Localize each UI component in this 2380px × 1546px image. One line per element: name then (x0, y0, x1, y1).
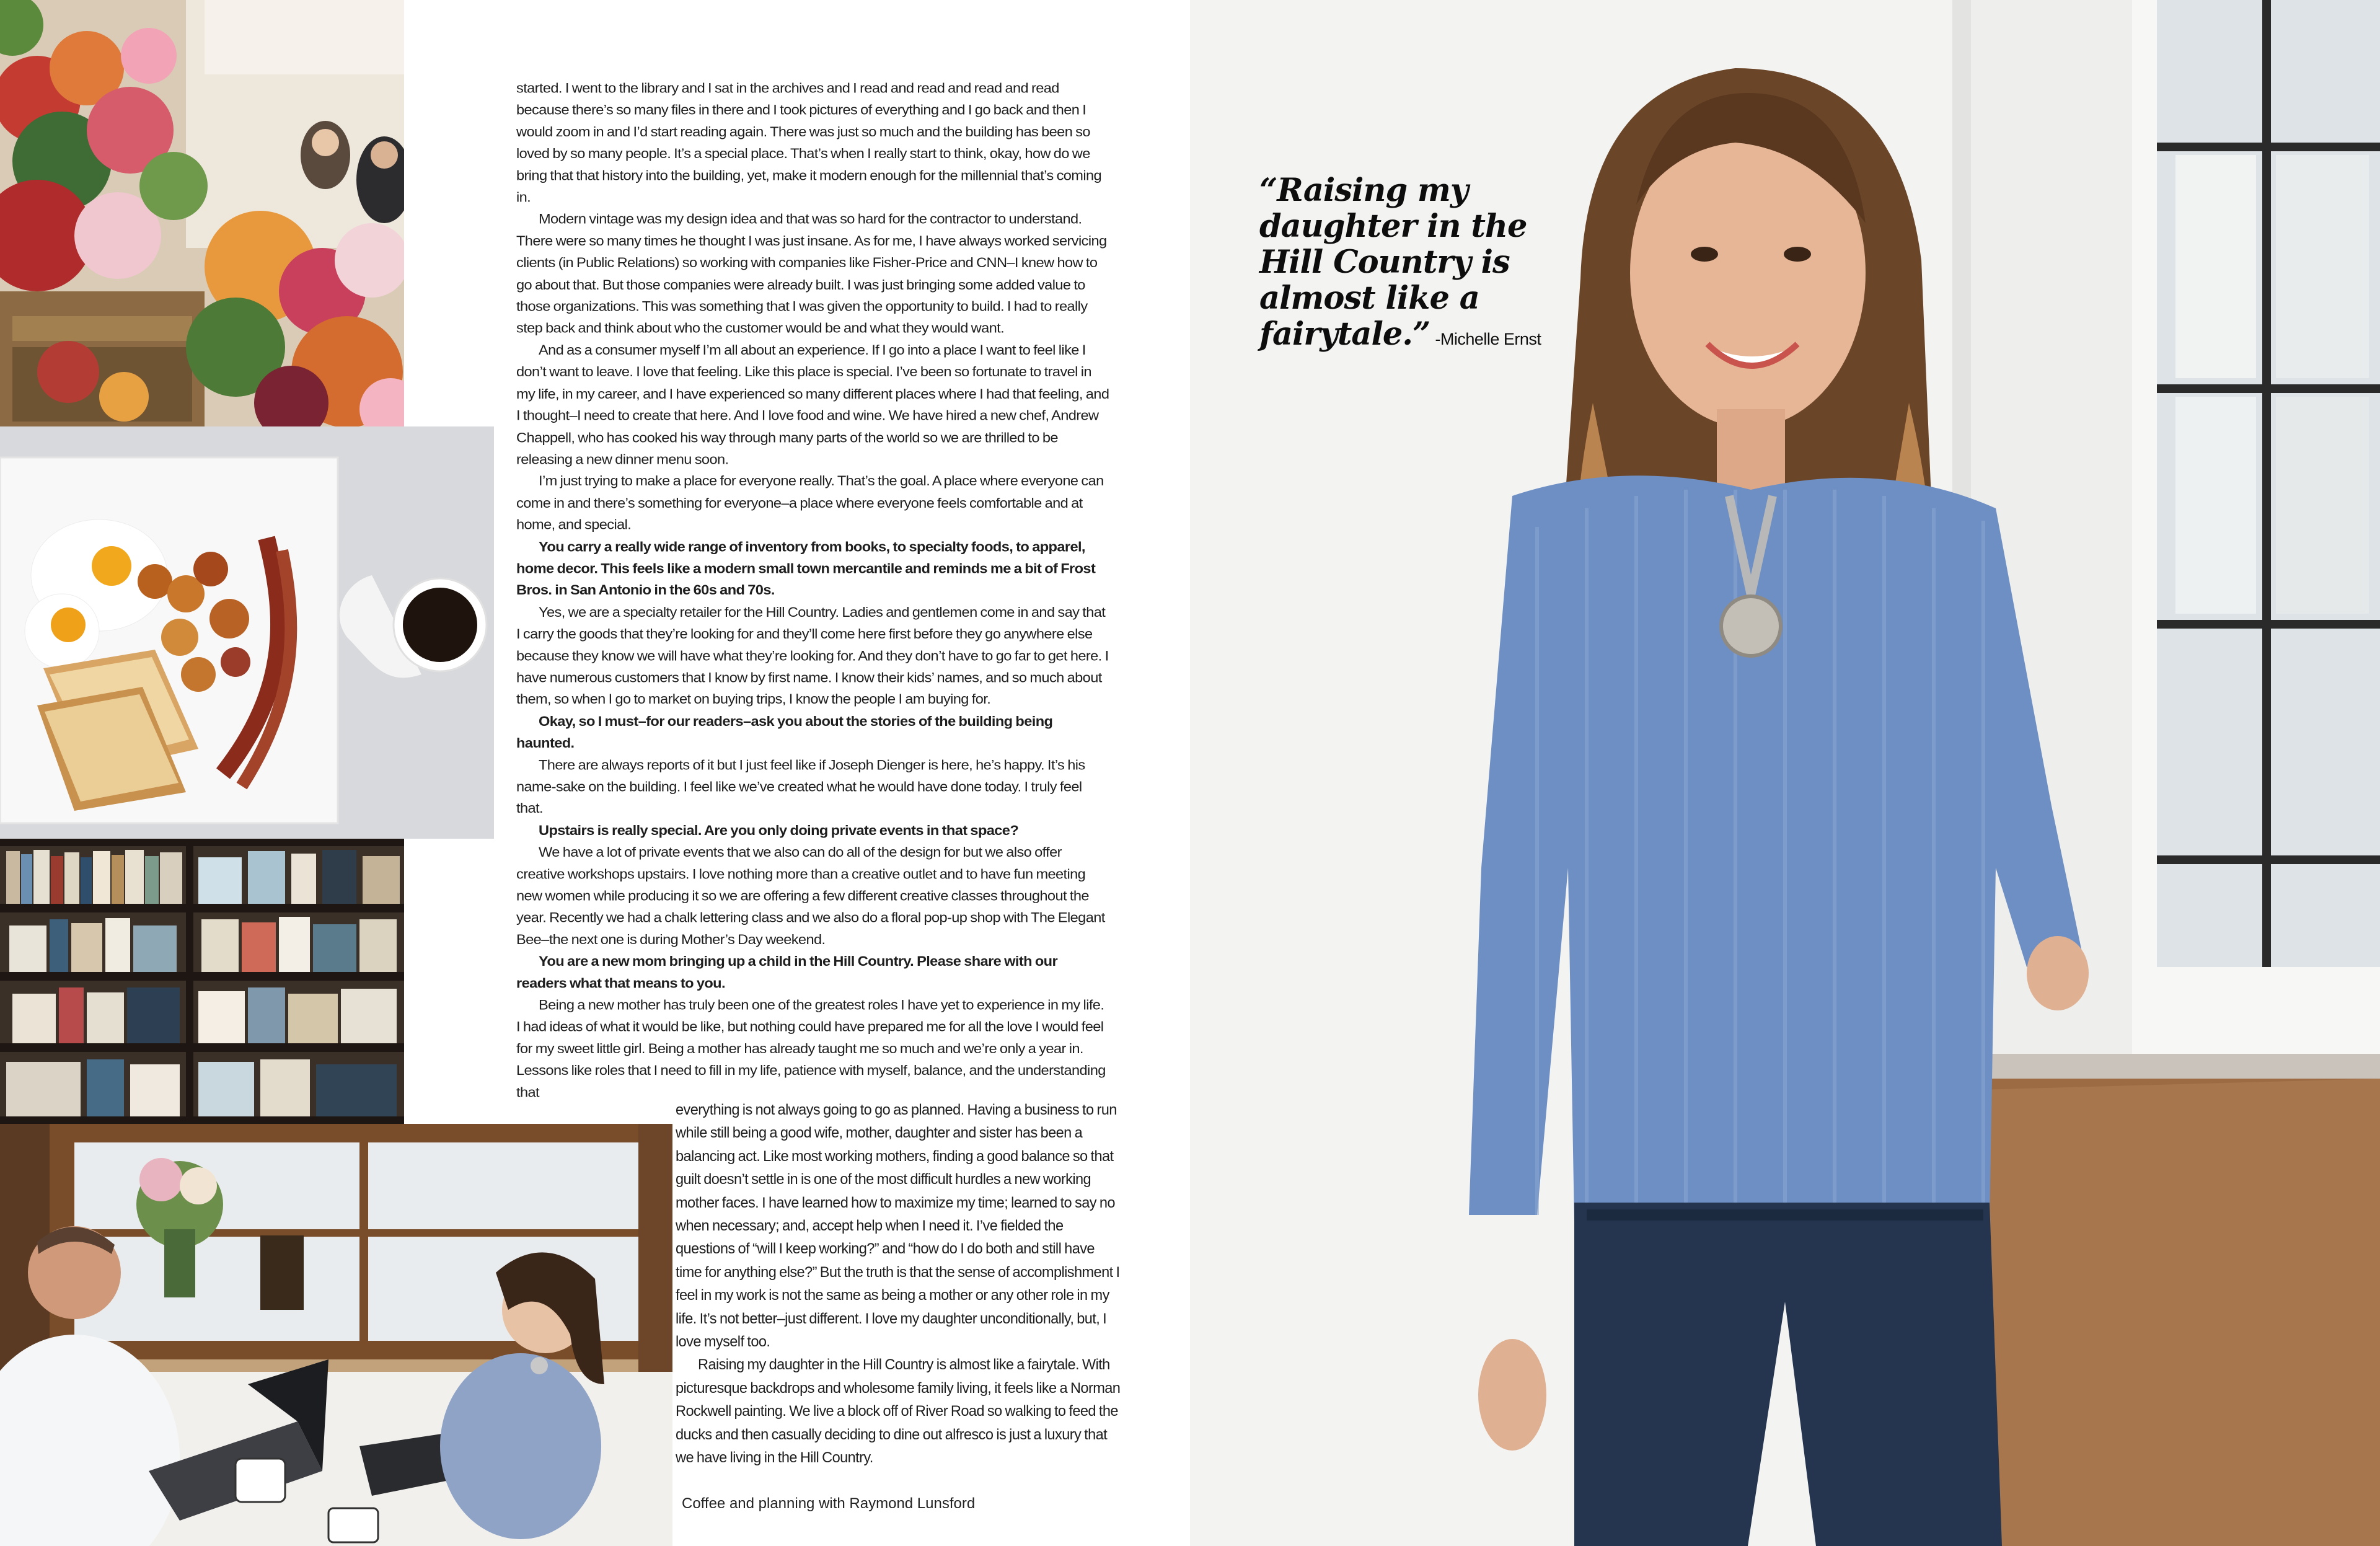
pull-quote-text: “Raising my daughter in the Hill Country is almost like a fairytale.” (1259, 172, 1527, 353)
article-paragraph: Being a new mother has truly been one of the greatest roles I have yet to experience in my life. I had ideas of what it would be like, but nothing could have prepared me for all the love I would feel for my sweet little girl. Being a mother has already taught me so much and we’re only a year in. Lessons like roles that I need to fill in my life, patience with myself, balance, and the understanding that (516, 997, 1106, 1101)
article-paragraph: started. I went to the library and I sat in the archives and I read and read and read and read because there’s so many files in there and I took pictures of everything and I go back and then I would zoom in and I’d start reading again. There was just so much and the building has been so loved by so many people. It’s a special place. That’s when I really start to think, okay, how do we bring that that history into the building, yet, make it modern enough for the millennial that’s coming in. (516, 81, 1102, 206)
article-paragraph: everything is not always going to go as planned. Having a business to run while still being a good wife, mother, daughter and sister has been a balancing act. Like most working mothers, finding a good balance so that guilt doesn’t settle in is one of the most difficult hurdles a new working mother faces. I have learned how to maximize my time; learned to say no when necessary; and, accept help when I need it. I’ve fielded the questions of “will I keep working?” and “how do I do both and still have time for anything else?” But the truth is that the sense of accomplishment I feel in my work is not the same as being a mother or any other role in my life. It’s not better–just different. I love my daughter unconditionally, but, I love myself too. (676, 1102, 1120, 1351)
bookshelf-photo (0, 839, 404, 1124)
article-paragraph: Raising my daughter in the Hill Country is almost like a fairytale. With picturesque backdrops and wholesome family living, it feels like a Norman Rockwell painting. We live a block off of River Road so walking to feed the ducks and then casually deciding to dine out alfresco is just a luxury that we have living in the Hill Country. (676, 1357, 1121, 1467)
article-paragraph: We have a lot of private events that we also can do all of the design for but we also offer creative workshops upstairs. I love nothing more than a creative outlet and to have fun meeting new women while producing it so we are offering a few different creative classes throughout the year. Recently we had a chalk lettering class and we also do a floral pop-up shop with The Elegant Bee–the next one is during Mother’s Day weekend. (516, 845, 1105, 948)
interview-question: Okay, so I must–for our readers–ask you about the stories of the building being haunted. (516, 713, 1053, 751)
photo-caption: Coffee and planning with Raymond Lunsford (682, 1495, 976, 1512)
pull-quote-attribution: -Michelle Ernst (1435, 330, 1541, 348)
article-body (516, 78, 1110, 1104)
pull-quote (1259, 172, 1582, 357)
article-body-continued (676, 1099, 1121, 1470)
flower-shop-photo (0, 0, 404, 426)
article-paragraph: I’m just trying to make a place for everyone really. That’s the goal. A place where everyone can come in and there’s something for everyone–a place where everyone feels comfortable and at home, and special. (516, 474, 1104, 533)
interview-question: You carry a really wide range of inventory from books, to specialty foods, to apparel, home decor. This feels like a modern small town mercantile and reminds me a bit of Frost Bros. in San Antonio in the 60s and 70s. (516, 539, 1096, 599)
interview-question: You are a new mom bringing up a child in the Hill Country. Please share with our readers what that means to you. (516, 954, 1058, 991)
interview-question: Upstairs is really special. Are you only doing private events in that space? (539, 823, 1019, 839)
article-paragraph: Modern vintage was my design idea and that was so hard for the contractor to understand. There were so many times he thought I was just insane. As for me, I have always worked servicing clients (in Public Relations) so working with companies like Fisher-Price and CNN–I knew how to go about that. But those companies were already built. I was just bringing some added value to those organizations. This was something that I was given the opportunity to build. I had to really step back and think about who the customer would be and what they would want. (516, 211, 1107, 337)
article-paragraph: There are always reports of it but I just feel like if Joseph Dienger is here, he’s happy. It’s his name-sake on the building. I feel like we’ve created what he would have done today. I truly feel that. (516, 758, 1085, 817)
breakfast-photo (0, 426, 494, 839)
article-paragraph: And as a consumer myself I’m all about an experience. If I go into a place I want to feel like I don’t want to leave. I love that feeling. Like this place is special. I’ve been so fortunate to travel in my life, in my career, and I have experienced so many different places where I had that feeling, and I thought–I need to create that here. And I love food and wine. We have hired a new chef, Andrew Chappell, who has cooked his way through many parts of the world so we are thrilled to be releasing a new dinner menu soon. (516, 343, 1109, 467)
article-paragraph: Yes, we are a specialty retailer for the Hill Country. Ladies and gentlemen come in and say that I carry the goods that they’re looking for and they’ll come here first before they go anywhere else because they know we will have what they’re looking for. And they don’t have to go far to get here. I have numerous customers that I know by first name. I know their kids’ names, and so much about them, so when I go to market on buying trips, I know the people I am buying for. (516, 604, 1109, 708)
meeting-photo (0, 1124, 672, 1546)
